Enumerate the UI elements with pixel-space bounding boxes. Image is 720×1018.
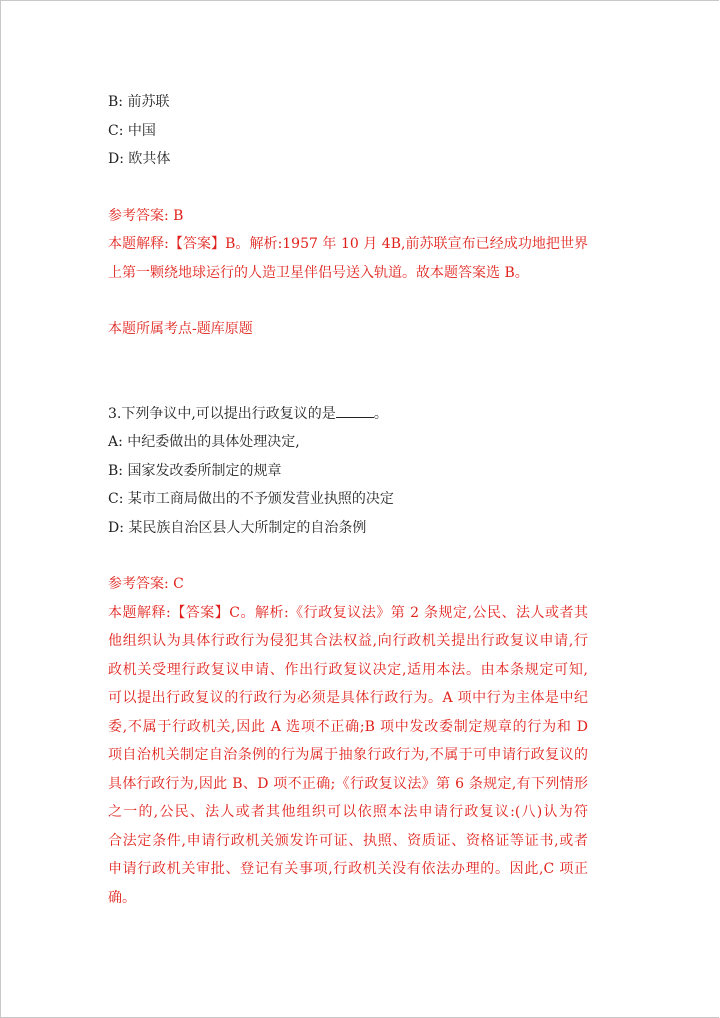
q3-explanation-line: 他组织认为具体行政行为侵犯其合法权益,向行政机关提出行政复议申请,行 [108, 633, 588, 649]
q3-option-a [108, 428, 608, 457]
q3-explanation-line: 可以提出行政复议的行政行为必须是具体行政行为。A 项中行为主体是中纪 [108, 690, 588, 706]
option-text: 前苏联 [127, 94, 170, 110]
q2-category: 本题所属考点-题库原题 [108, 321, 253, 337]
q3-stem [108, 400, 608, 429]
q3-explanation-line: 政机关受理行政复议申请、作出行政复议决定,适用本法。由本条规定可知, [108, 661, 588, 678]
q2-answer: 参考答案: B [108, 207, 184, 224]
option-key: B: [108, 94, 124, 110]
option-key: A: [108, 434, 123, 450]
answer-blank [336, 402, 374, 418]
q3-explanation-line: 项自治机关制定自治条例的行为属于抽象行政行为,不属于可申请行政复议的 [108, 747, 588, 763]
q2-option-c [108, 117, 608, 146]
document-body [108, 88, 608, 912]
q3-explanation-line: 具体行政行为,因此 B、D 项不正确;《行政复议法》第 6 条规定,有下列情形 [108, 775, 588, 792]
q3-option-c [108, 485, 608, 514]
option-text: 欧共体 [128, 151, 171, 167]
option-key: D: [108, 151, 124, 167]
q3-explanation-line: 合法定条件,申请行政机关颁发许可证、执照、资质证、资格证等证书,或者 [108, 832, 588, 849]
q2-explanation-line: 本题解释:【答案】B。解析:1957 年 10 月 4B,前苏联宣布已经成功地把世界 [108, 236, 588, 252]
option-key: D: [108, 519, 124, 536]
option-text: 中纪委做出的具体处理决定, [127, 434, 300, 450]
q2-option-d [108, 145, 608, 174]
q3-explanation-line: 委,不属于行政机关,因此 A 选项不正确;B 项中发改委制定规章的行为和 D [108, 718, 588, 735]
option-key: C: [108, 122, 124, 139]
q2-explanation-line: 上第一颗绕地球运行的人造卫星伴侣号送入轨道。故本题答案选 B。 [108, 264, 529, 281]
option-key: B: [108, 462, 124, 479]
stem-text: 3.下列争议中,可以提出行政复议的是 [108, 405, 336, 422]
option-text: 某市工商局做出的不予颁发营业执照的决定 [127, 491, 394, 507]
option-text: 某民族自治区县人大所制定的自治条例 [128, 519, 367, 536]
option-text: 中国 [127, 122, 156, 139]
option-key: C: [108, 491, 124, 507]
option-text: 国家发改委所制定的规章 [127, 462, 282, 479]
q3-explanation-line: 确。 [108, 889, 136, 906]
q3-explanation-line: 申请行政机关审批、登记有关事项,行政机关没有依法办理的。因此,C 项正 [108, 861, 588, 877]
q3-option-b [108, 457, 608, 486]
q2-option-b [108, 88, 608, 117]
q3-answer: 参考答案: C [108, 576, 184, 592]
q3-explanation-line: 之一的,公民、法人或者其他组织可以依照本法申请行政复议:(八)认为符 [108, 804, 588, 820]
q3-option-d [108, 514, 608, 543]
q3-explanation-line: 本题解释:【答案】C。解析:《行政复议法》第 2 条规定,公民、法人或者其 [108, 604, 588, 621]
stem-end: 。 [373, 405, 388, 422]
